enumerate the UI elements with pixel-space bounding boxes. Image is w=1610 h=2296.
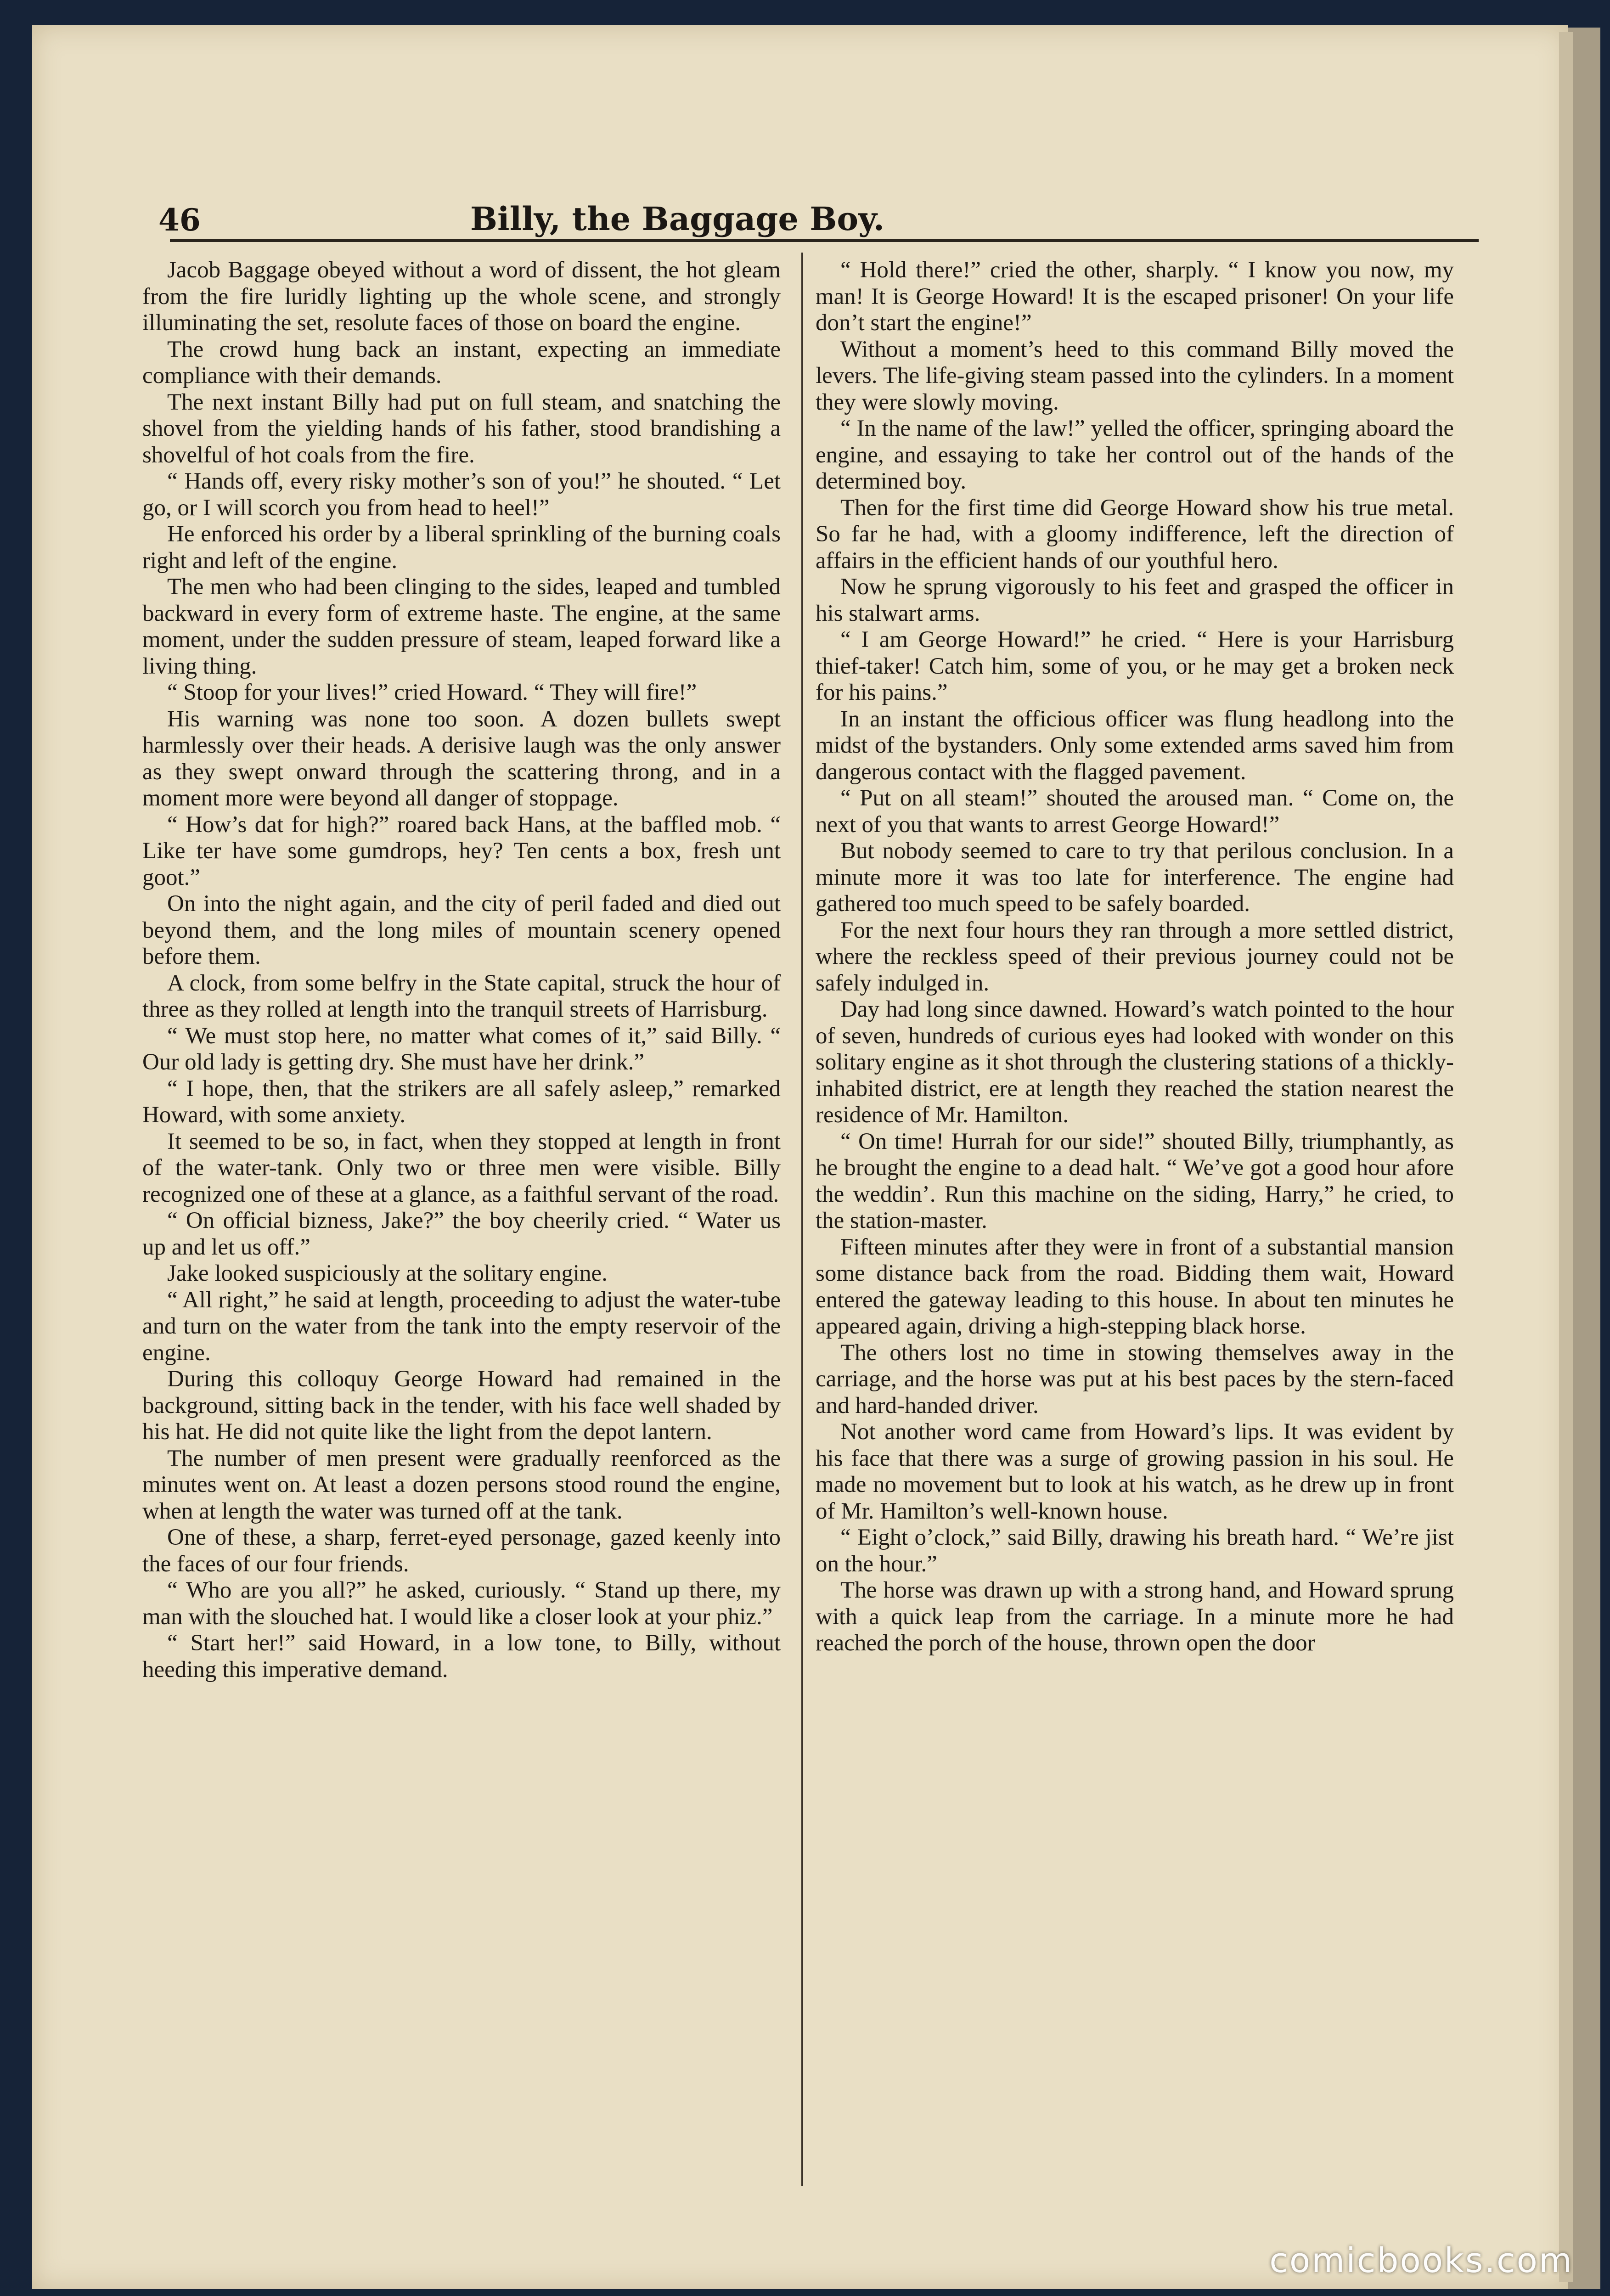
paragraph: In an instant the officious officer was flung headlong into the midst of the bystanders. Only some extended arms saved him from dangerous contact with the flagged pavement. bbox=[816, 706, 1454, 785]
paragraph: One of these, a sharp, ferret-eyed personage, gazed keenly into the faces of our four friends. bbox=[142, 1525, 781, 1577]
paragraph: The others lost no time in stowing themselves away in the carriage, and the horse was put at his best paces by the stern-faced and hard-handed driver. bbox=[816, 1339, 1454, 1418]
paragraph: Now he sprung vigorously to his feet and grasped the officer in his stalwart arms. bbox=[816, 574, 1454, 626]
book-page bbox=[32, 25, 1568, 2289]
paragraph: “ All right,” he said at length, proceeding to adjust the water-tube and turn on the water from the tank into the empty reservoir of the engine. bbox=[142, 1287, 781, 1366]
paragraph: For the next four hours they ran through a more settled district, where the reckless speed of their previous journey could not be safely indulged in. bbox=[816, 917, 1454, 996]
paragraph: During this colloquy George Howard had remained in the background, sitting back in the tender, with his face well shaded by his hat. He did not quite like the light from the depot lantern. bbox=[142, 1366, 781, 1445]
paragraph: The next instant Billy had put on full steam, and snatching the shovel from the yielding hands of his father, stood brandishing a shovelful of hot coals from the fire. bbox=[142, 389, 781, 468]
page-curl-edge bbox=[1559, 32, 1573, 2282]
paragraph: “ We must stop here, no matter what comes of it,” said Billy. “ Our old lady is getting dry. She must have her drink.” bbox=[142, 1023, 781, 1075]
paragraph: “ Put on all steam!” shouted the aroused man. “ Come on, the next of you that wants to arrest George Howard!” bbox=[816, 785, 1454, 838]
page-header bbox=[32, 25, 1568, 264]
paragraph: The horse was drawn up with a strong hand, and Howard sprung with a quick leap from the carriage. In a minute more he had reached the porch of the house, thrown open the door bbox=[816, 1577, 1454, 1656]
paragraph: He enforced his order by a liberal sprinkling of the burning coals right and left of the engine. bbox=[142, 521, 781, 574]
paragraph: On into the night again, and the city of peril faded and died out beyond them, and the long miles of mountain scenery opened before them. bbox=[142, 891, 781, 969]
paragraph: The men who had been clinging to the sides, leaped and tumbled backward in every form of extreme haste. The engine, at the same moment, under the sudden pressure of steam, leaped forward like a living thing. bbox=[142, 574, 781, 679]
paragraph: “ Hold there!” cried the other, sharply. “ I know you now, my man! It is George Howard! It is the escaped prisoner! On your life don’t start the engine!” bbox=[816, 257, 1454, 336]
paragraph: “ In the name of the law!” yelled the officer, springing aboard the engine, and essaying to take her control out of the hands of the determined boy. bbox=[816, 416, 1454, 494]
header-rule bbox=[170, 239, 1479, 242]
running-title: Billy, the Baggage Boy. bbox=[470, 200, 885, 238]
paragraph: The number of men present were gradually reenforced as the minutes went on. At least a dozen persons stood round the engine, when at length the water was turned off at the tank. bbox=[142, 1445, 781, 1524]
paragraph: “ I am George Howard!” he cried. “ Here is your Harrisburg thief-taker! Catch him, some of you, or he may get a broken neck for his pains.” bbox=[816, 627, 1454, 705]
paragraph: “ How’s dat for high?” roared back Hans, at the baffled mob. “ Like ter have some gumdrops, hey? Ten cents a box, fresh unt goot.” bbox=[142, 811, 781, 890]
paragraph: “ Eight o’clock,” said Billy, drawing his breath hard. “ We’re jist on the hour.” bbox=[816, 1525, 1454, 1577]
paragraph: Day had long since dawned. Howard’s watch pointed to the hour of seven, hundreds of curious eyes had looked with wonder on this solitary engine as it shot through the clustering stations of a thickly-inhabited district, ere at length they reached the station nearest the residence of Mr. Hamilton. bbox=[816, 996, 1454, 1128]
paragraph: “ Who are you all?” he asked, curiously. “ Stand up there, my man with the slouched hat. I would like a closer look at your phiz.” bbox=[142, 1577, 781, 1630]
paragraph: Then for the first time did George Howard show his true metal. So far he had, with a gloomy indifference, left the direction of affairs in the efficient hands of our youthful hero. bbox=[816, 495, 1454, 574]
right-column bbox=[816, 257, 1454, 2195]
paragraph: Jake looked suspiciously at the solitary engine. bbox=[167, 1261, 608, 1286]
paragraph: His warning was none too soon. A dozen bullets swept harmlessly over their heads. A derisive laugh was the only answer as they swept onward through the scattering throng, and in a moment more were beyond all danger of stoppage. bbox=[142, 706, 781, 811]
paragraph: The crowd hung back an instant, expecting an immediate compliance with their demands. bbox=[142, 336, 781, 388]
paragraph: “ Stoop for your lives!” cried Howard. “ They will fire!” bbox=[167, 680, 697, 705]
column-divider bbox=[801, 253, 803, 2186]
paragraph: Fifteen minutes after they were in front of a substantial mansion some distance back from the road. Bidding them wait, Howard entered the gateway leading to this house. In about ten minutes he appeared again, driving a high-stepping black horse. bbox=[816, 1234, 1454, 1339]
page-edge bbox=[1568, 28, 1600, 2289]
paragraph: Without a moment’s heed to this command Billy moved the levers. The life-giving steam passed into the cylinders. In a moment they were slowly moving. bbox=[816, 336, 1454, 415]
paragraph: “ On official bizness, Jake?” the boy cheerily cried. “ Water us up and let us off.” bbox=[142, 1208, 781, 1260]
left-column bbox=[142, 257, 781, 2195]
paragraph: “ Hands off, every risky mother’s son of you!” he shouted. “ Let go, or I will scorch you from head to heel!” bbox=[142, 468, 781, 521]
watermark-text: comicbooks.com bbox=[1269, 2241, 1573, 2280]
paragraph: A clock, from some belfry in the State capital, struck the hour of three as they rolled at length into the tranquil streets of Harrisburg. bbox=[142, 970, 781, 1022]
paragraph: “ I hope, then, that the strikers are all safely asleep,” remarked Howard, with some anxiety. bbox=[142, 1075, 781, 1128]
paragraph: It seemed to be so, in fact, when they stopped at length in front of the water-tank. Only two or three men were visible. Billy recognized one of these at a glance, as a faithful servant of the road. bbox=[142, 1128, 781, 1207]
page-number: 46 bbox=[158, 202, 201, 238]
paragraph: “ On time! Hurrah for our side!” shouted Billy, triumphantly, as he brought the engine to a dead halt. “ We’ve got a good hour afore the weddin’. Run this machine on the siding, Harry,” he cried, to the station-master. bbox=[816, 1128, 1454, 1233]
paragraph: But nobody seemed to care to try that perilous conclusion. In a minute more it was too late for interference. The engine had gathered too much speed to be safely boarded. bbox=[816, 838, 1454, 917]
paragraph: Not another word came from Howard’s lips. It was evident by his face that there was a surge of growing passion in his soul. He made no movement but to look at his watch, as he drew up in front of Mr. Hamilton’s well-known house. bbox=[816, 1419, 1454, 1524]
paragraph: “ Start her!” said Howard, in a low tone, to Billy, without heeding this imperative demand. bbox=[142, 1630, 781, 1683]
paragraph: Jacob Baggage obeyed without a word of dissent, the hot gleam from the fire luridly lighting up the whole scene, and strongly illuminating the set, resolute faces of those on board the engine. bbox=[142, 257, 781, 336]
